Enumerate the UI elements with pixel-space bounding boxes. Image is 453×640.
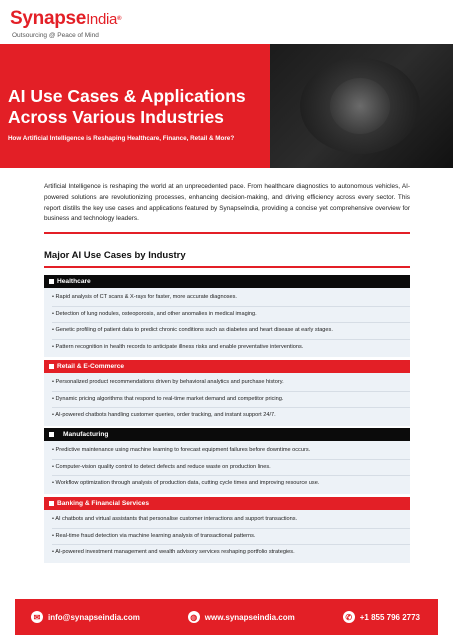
industry-header (44, 428, 410, 441)
industry-list (44, 441, 410, 494)
industry-header (44, 360, 410, 373)
email-text: info@synapseindia.com (48, 612, 140, 622)
brand-name-main: Synapse (10, 8, 87, 29)
list-item: • Dynamic pricing algorithms that respond to real-time market demand and competitor pricing. (52, 392, 410, 409)
envelope-icon: ✉ (31, 611, 43, 623)
industry-card-retail (44, 360, 410, 426)
list-item: • Genetic profiling of patient data to predict chronic conditions such as diabetes and heart disease at early stages. (52, 323, 410, 340)
list-item: • AI-powered chatbots handling customer queries, order tracking, and instant support 24/7. (52, 412, 276, 418)
list-item: • Real-time fraud detection via machine learning analysis of transactional patterns. (52, 529, 410, 546)
industry-list (44, 288, 410, 357)
brand-name-suffix: India (86, 11, 118, 28)
industry-header (44, 275, 410, 288)
page-subtitle: How Artificial Intelligence is Reshaping Healthcare, Finance, Retail & More? (8, 135, 235, 142)
hero-banner (0, 44, 453, 168)
industry-name: Retail & E-Commerce (57, 363, 125, 370)
intro-paragraph: Artificial Intelligence is reshaping the world at an unprecedented pace. From healthcare diagnostics to autonomous vehicles, AI-powered solutions are revolutionizing processes, enhancing decision-making, and driving efficiency across every sector. This report distills the key use cases and applications featured by SynapseIndia, providing a concise yet comprehensive overview for business and technology leaders. (44, 183, 410, 223)
industry-card-banking (44, 497, 410, 563)
divider (44, 266, 410, 268)
list-item: • Workflow optimization through analysis of production data, cutting cycle times and improving resource use. (52, 480, 320, 486)
list-item: • AI chatbots and virtual assistants that personalise customer interactions and support transactions. (52, 512, 410, 529)
hero-glow (330, 78, 390, 134)
brand-tagline: Outsourcing @ Peace of Mind (12, 32, 99, 39)
square-bullet-icon (49, 432, 54, 437)
list-item: • Rapid analysis of CT scans & X-rays for faster, more accurate diagnoses. (52, 290, 410, 307)
divider (44, 232, 410, 234)
email-link[interactable] (31, 611, 140, 623)
industry-list (44, 373, 410, 426)
page-title: AI Use Cases & Applications Across Various Industries (8, 86, 246, 127)
list-item: • Pattern recognition in health records to anticipate illness risks and enable preventative interventions. (52, 343, 304, 350)
industry-name: Healthcare (57, 278, 91, 285)
square-bullet-icon (49, 279, 54, 284)
section-title: Major AI Use Cases by Industry (44, 250, 186, 261)
industry-name: Manufacturing (63, 431, 109, 438)
contact-footer (15, 599, 438, 635)
square-bullet-icon (49, 501, 54, 506)
brand-logo (10, 8, 180, 44)
industry-card-healthcare (44, 275, 410, 357)
list-item: • AI-powered investment management and wealth advisory services reshaping portfolio strategies. (52, 549, 295, 555)
list-item: • Computer-vision quality control to detect defects and reduce waste on production lines. (52, 460, 410, 477)
website-text: www.synapseindia.com (204, 612, 295, 622)
globe-icon: ◍ (188, 611, 200, 623)
list-item: • Predictive maintenance using machine learning to forecast equipment failures before downtime occurs. (52, 443, 410, 460)
website-link[interactable] (188, 611, 295, 623)
industry-card-manufacturing (44, 428, 410, 494)
industry-header (44, 497, 410, 510)
brand-name (10, 8, 180, 31)
registered-mark: ® (117, 16, 122, 22)
list-item: • Detection of lung nodules, osteoporosis, and other anomalies in medical imaging. (52, 307, 410, 324)
list-item: • Personalized product recommendations driven by behavioral analytics and purchase history. (52, 375, 410, 392)
phone-link[interactable] (343, 611, 420, 623)
industry-name: Banking & Financial Services (57, 500, 149, 507)
industry-list (44, 510, 410, 563)
square-bullet-icon (49, 364, 54, 369)
phone-icon: ✆ (343, 611, 355, 623)
phone-text: +1 855 796 2773 (359, 612, 420, 622)
